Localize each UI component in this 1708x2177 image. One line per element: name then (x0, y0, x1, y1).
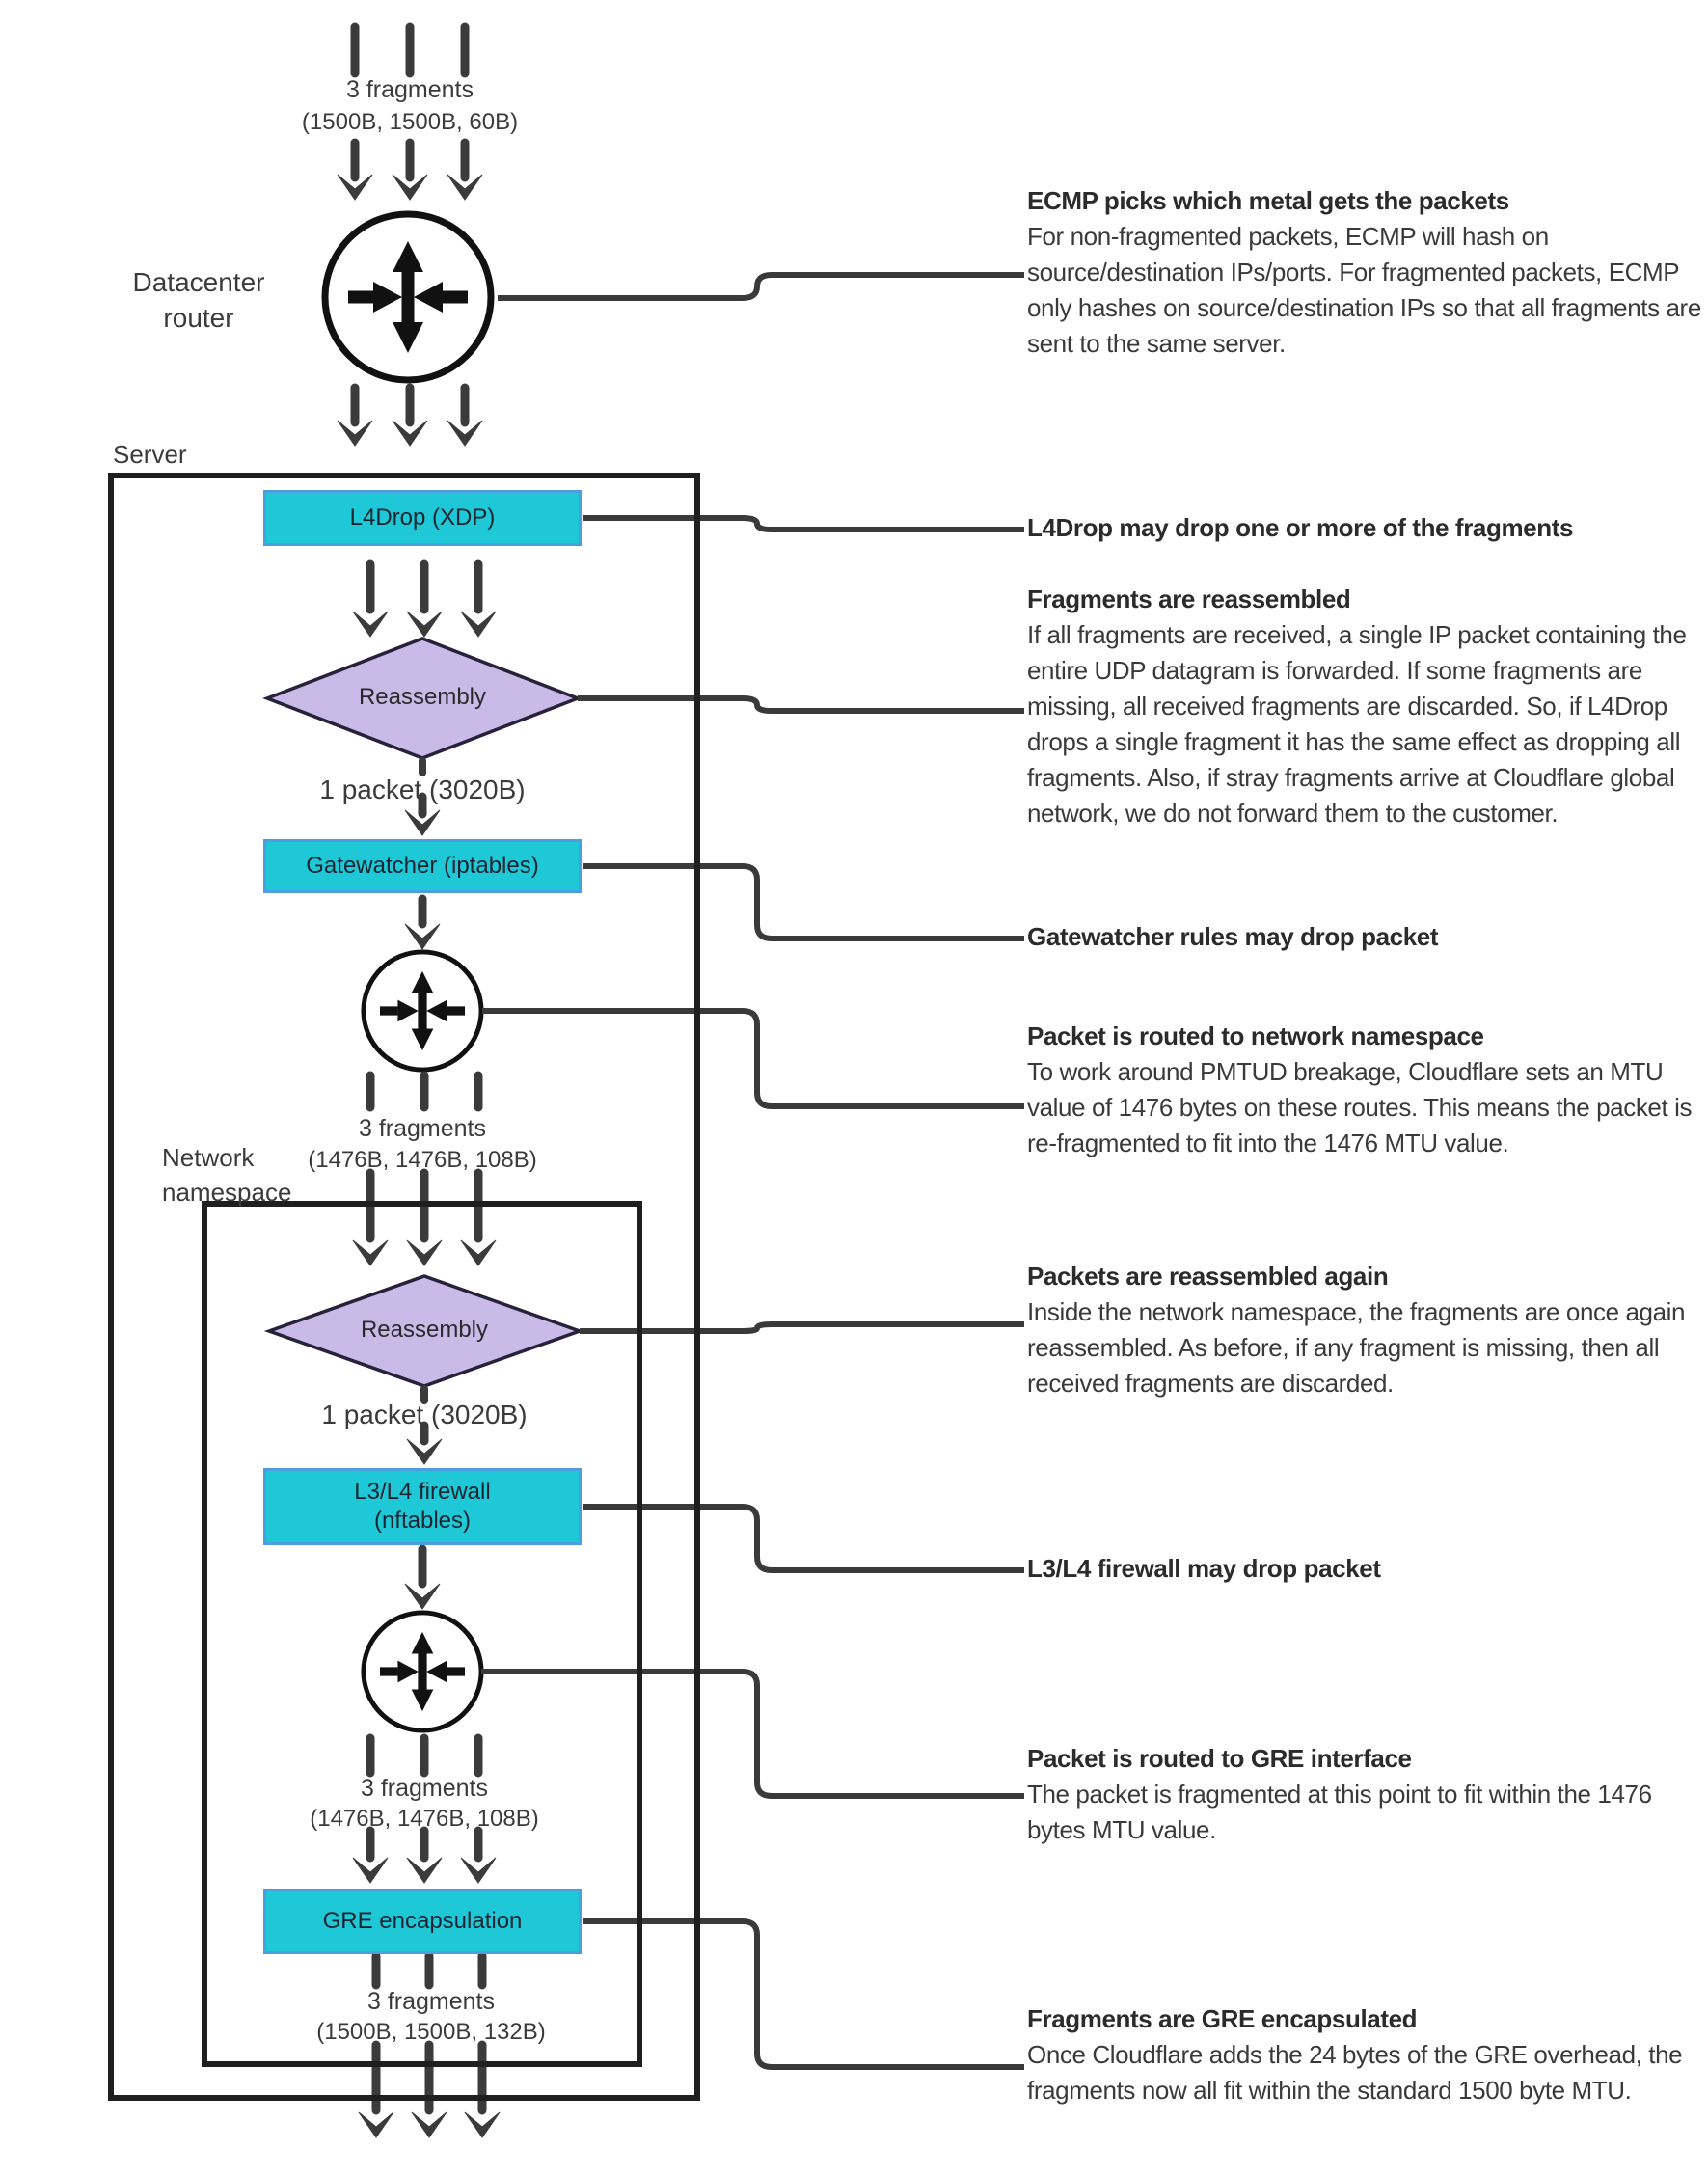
annotation-title: ECMP picks which metal gets the packets (1027, 186, 1509, 215)
fragments-gre-line2: (1476B, 1476B, 108B) (310, 1806, 539, 1832)
gre-label: GRE encapsulation (322, 1908, 523, 1934)
annotation-body: If all fragments are received, a single IP packet containing the entire UDP datagram is forwarded. If some fragments are missing, all received fragments are discarded. So, if L4Drop drops a single fragment it has the same effect as dropping all fragments. Also, if stray fragments arrive at Cloudflare global network, we do not forward them to the customer. (1027, 620, 1687, 828)
firewall-label-line2: (nftables) (373, 1508, 472, 1534)
annotation-title: Gatewatcher rules may drop packet (1027, 922, 1439, 951)
annotation-title: Packet is routed to network namespace (1027, 1021, 1484, 1050)
annotation-body: To work around PMTUD breakage, Cloudflare sets an MTU value of 1476 bytes on these routes. This means the packet is re-fragmented to fit into the 1476 MTU value. (1027, 1057, 1693, 1157)
annotation-gre-interface (1027, 1741, 1707, 1848)
packet1-label: 1 packet (3020B) (319, 775, 526, 804)
network-namespace-label-line1: Network (162, 1143, 255, 1172)
annotation-title: Fragments are GRE encapsulated (1027, 2004, 1418, 2033)
fragments-gre-line1: 3 fragments (360, 1775, 488, 1802)
annotation-reassembled (1027, 582, 1707, 831)
l4drop-label: L4Drop (XDP) (349, 504, 496, 531)
annotation-gatewatcher (1027, 919, 1707, 955)
firewall-label-line1: L3/L4 firewall (354, 1479, 491, 1505)
annotation-gre-encapsulated (1027, 2001, 1707, 2109)
fragments-mid-line1: 3 fragments (358, 1115, 486, 1142)
annotation-title: Fragments are reassembled (1027, 585, 1351, 613)
datacenter-router-label-line2: router (163, 303, 234, 333)
packet2-label: 1 packet (3020B) (321, 1400, 528, 1429)
fragments-in-line2: (1500B, 1500B, 60B) (301, 109, 519, 135)
incoming-fragment-lines (355, 27, 465, 73)
annotation-reassembled-again (1027, 1259, 1707, 1401)
fragments-out-line2: (1500B, 1500B, 132B) (316, 2019, 546, 2045)
gatewatcher-label: Gatewatcher (iptables) (306, 853, 539, 879)
annotation-routed-namespace (1027, 1019, 1707, 1161)
annotation-title: Packets are reassembled again (1027, 1262, 1389, 1291)
annotation-title: Packet is routed to GRE interface (1027, 1744, 1412, 1773)
network-namespace-label-line2: namespace (162, 1178, 292, 1207)
gre-encapsulation-box (263, 1889, 582, 1954)
annotation-body: Once Cloudflare adds the 24 bytes of the GRE overhead, the fragments now all fit within the standard 1500 byte MTU. (1027, 2040, 1683, 2105)
annotation-firewall (1027, 1551, 1707, 1587)
reassembly1-label: Reassembly (358, 684, 487, 710)
datacenter-router-label-line1: Datacenter (132, 267, 265, 297)
reassembly2-label: Reassembly (360, 1317, 489, 1343)
annotation-title: L3/L4 firewall may drop packet (1027, 1554, 1381, 1583)
annotation-l4drop (1027, 510, 1707, 546)
datacenter-router-icon (325, 214, 491, 380)
fragments-in-line1: 3 fragments (345, 76, 474, 103)
annotation-ecmp (1027, 183, 1707, 362)
gatewatcher-box (263, 839, 582, 893)
l4drop-box (263, 490, 582, 546)
annotation-body: The packet is fragmented at this point to fit within the 1476 bytes MTU value. (1027, 1780, 1652, 1844)
arrows-router-to-server (338, 388, 482, 446)
annotation-body: Inside the network namespace, the fragments are once again reassembled. As before, if any fragment is missing, then all received fragments are discarded. (1027, 1297, 1686, 1398)
l3l4-firewall-box (263, 1468, 582, 1545)
fragments-mid-line2: (1476B, 1476B, 108B) (308, 1147, 537, 1173)
server-label: Server (113, 440, 187, 469)
fragments-out-line1: 3 fragments (366, 1988, 495, 2015)
annotation-body: For non-fragmented packets, ECMP will hash on source/destination IPs/ports. For fragmented packets, ECMP only hashes on source/destination IPs so that all fragments are sent to the same server. (1027, 222, 1701, 358)
arrows-into-router (338, 143, 482, 200)
annotation-title: L4Drop may drop one or more of the fragments (1027, 513, 1574, 542)
